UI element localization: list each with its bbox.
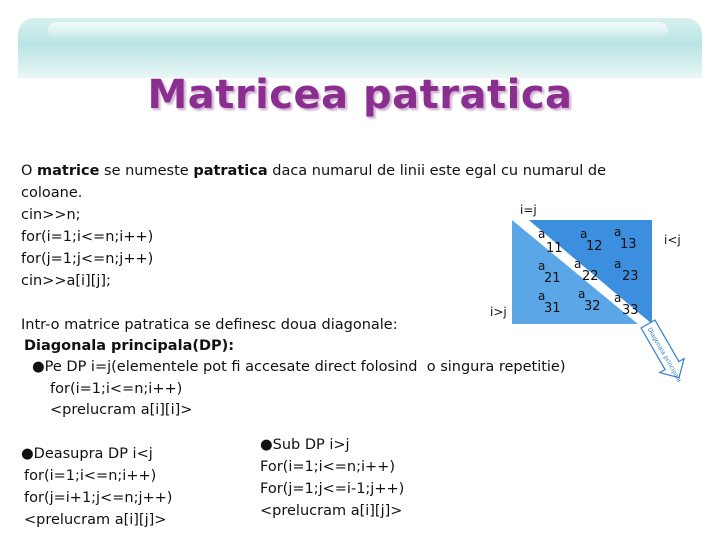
- page-title: Matricea patratica: [147, 72, 573, 118]
- code-line: cin>>n;: [21, 207, 81, 223]
- main-diagonal-code: for(i=1;i<=n;i++): [50, 381, 183, 397]
- code-line: for(j=1;j<=n;j++): [21, 251, 154, 267]
- matrix-index: 11: [546, 241, 563, 256]
- matrix-index: 22: [582, 269, 599, 284]
- intro-text-3: daca numarul de linii este egal cu numarul de: [267, 163, 607, 179]
- intro-definition: [21, 160, 606, 182]
- matrix-letter: a: [578, 287, 586, 301]
- matrix-letter: a: [580, 227, 588, 241]
- diagonals-intro: Intr-o matrice patratica se definesc doua diagonale:: [21, 317, 398, 333]
- label-i-gt-j: i>j: [490, 305, 507, 319]
- matrix-diagram: [488, 200, 700, 390]
- below-diagonal-code: <prelucram a[i][j]>: [260, 503, 403, 519]
- matrix-letter: a: [574, 257, 582, 271]
- main-diagonal-description: ●Pe DP i=j(elementele pot fi accesate direct folosind o singura repetitie): [32, 359, 566, 375]
- intro-text-1: O: [21, 163, 38, 179]
- intro-text-2: se numeste: [99, 163, 194, 179]
- matrix-letter: a: [614, 257, 622, 271]
- above-diagonal-code: for(j=i+1;j<=n;j++): [24, 490, 173, 506]
- below-diagonal-heading: ●Sub DP i>j: [260, 437, 350, 453]
- matrix-index: 13: [620, 237, 637, 252]
- matrix-letter: a: [538, 227, 546, 241]
- label-i-lt-j: i<j: [664, 233, 681, 247]
- code-line: for(i=1;i<=n;i++): [21, 229, 154, 245]
- matrix-letter: a: [538, 289, 546, 303]
- label-i-eq-j: i=j: [520, 203, 537, 217]
- intro-term-patratica: patratica: [193, 163, 268, 179]
- code-line: cin>>a[i][j];: [21, 273, 111, 289]
- matrix-letter: a: [614, 291, 622, 305]
- title-bar-background: [18, 18, 702, 78]
- main-diagonal-code: <prelucram a[i][i]>: [50, 402, 193, 418]
- diagonal-arrow-icon: [636, 317, 693, 388]
- above-diagonal-code: for(i=1;i<=n;i++): [24, 468, 157, 484]
- matrix-index: 31: [544, 301, 561, 316]
- matrix-letter: a: [538, 259, 546, 273]
- matrix-index: 12: [586, 239, 603, 254]
- arrow-label: Diagonala principala: [645, 326, 683, 384]
- intro-term-matrice: matrice: [37, 163, 100, 179]
- matrix-index: 23: [622, 269, 639, 284]
- title-bar-shine: [48, 22, 668, 40]
- matrix-letter: a: [614, 225, 622, 239]
- main-diagonal-heading: Diagonala principala(DP):: [24, 338, 235, 354]
- above-diagonal-heading: ●Deasupra DP i<j: [21, 446, 153, 462]
- below-diagonal-code: For(j=1;j<=i-1;j++): [260, 481, 405, 497]
- above-diagonal-code: <prelucram a[i][j]>: [24, 512, 167, 528]
- matrix-index: 33: [622, 303, 639, 318]
- below-diagonal-code: For(i=1;i<=n;i++): [260, 459, 395, 475]
- matrix-index: 32: [584, 299, 601, 314]
- matrix-index: 21: [544, 271, 561, 286]
- intro-line-2: coloane.: [21, 185, 83, 201]
